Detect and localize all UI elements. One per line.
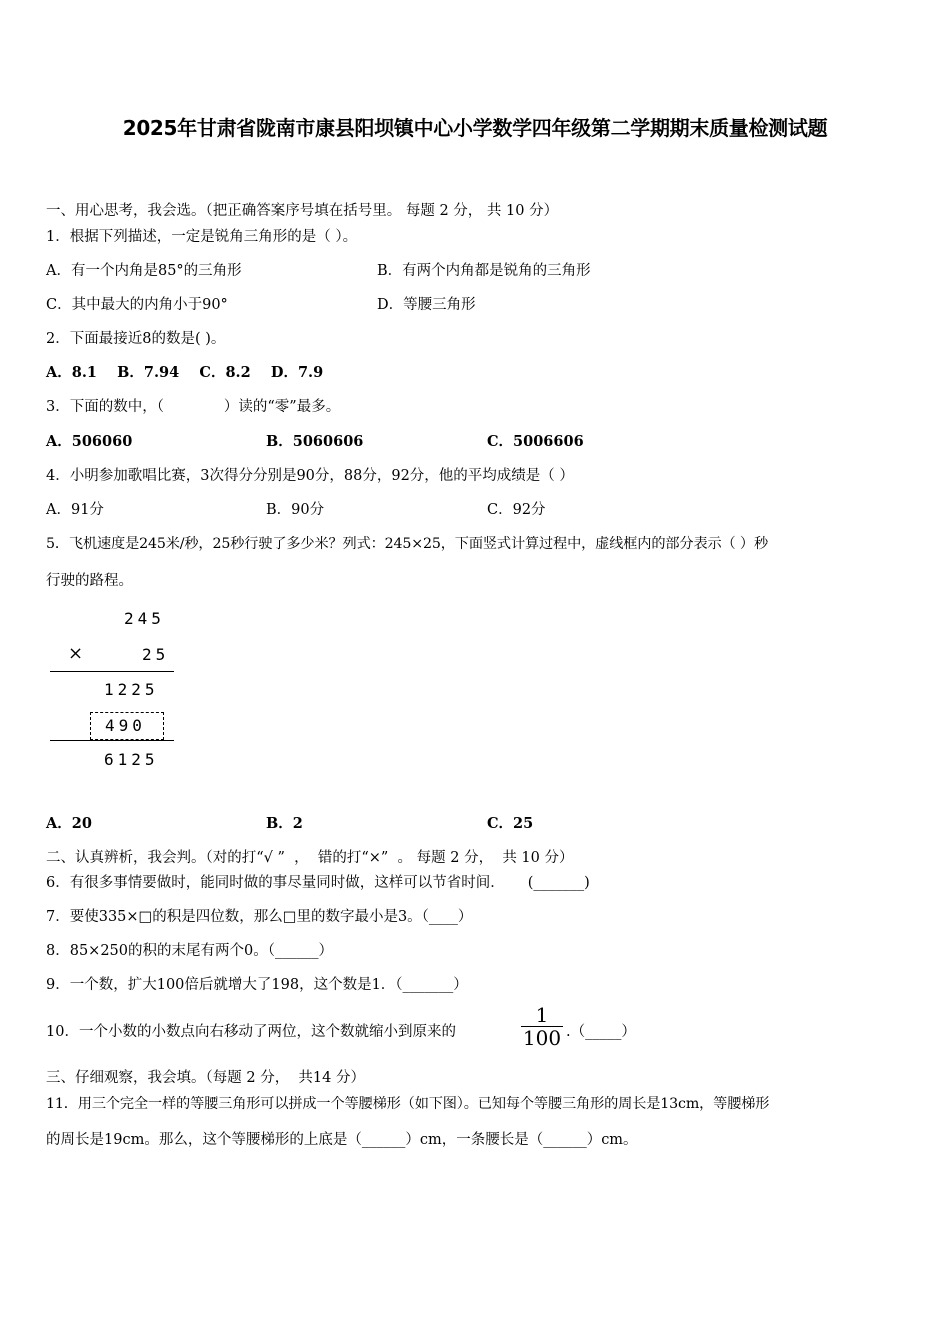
q9-statement: 9．一个数，扩大100倍后就增大了198，这个数是1．（_______） <box>46 977 468 993</box>
q1-option-b: B．有两个内角都是锐角的三角形 <box>377 263 591 279</box>
q2-options: A．8.1 B．7.94 C．8.2 D．7.9 <box>46 364 324 381</box>
q1-option-c: C．其中最大的内角小于90° <box>46 297 228 313</box>
calc-product: 6125 <box>104 750 159 769</box>
section2-header: 二、认真辨析，我会判。（对的打“√ ” ， 错的打“×” 。 每题 2 分， 共 10 分） <box>46 850 574 866</box>
calc-partial-product-1: 1225 <box>104 680 159 699</box>
q11-line2: 的周长是19cm。那么，这个等腰梯形的上底是（______）cm，一条腰长是（______）cm。 <box>46 1132 638 1148</box>
q7-statement: 7．要使335×□的积是四位数，那么□里的数字最小是3。（____） <box>46 909 473 925</box>
q3-option-a: A．506060 <box>46 433 133 450</box>
q8-statement: 8．85×250的积的末尾有两个0。（______） <box>46 943 333 959</box>
section1-header: 一、用心思考，我会选。（把正确答案序号填在括号里。 每题 2 分， 共 10 分） <box>46 203 559 219</box>
q4-stem: 4．小明参加歌唱比赛，3次得分分别是90分，88分，92分，他的平均成绩是（ ） <box>46 468 574 484</box>
q4-option-b: B．90分 <box>266 502 325 518</box>
page-title: 2025年甘肃省陇南市康县阳坝镇中心小学数学四年级第二学期期末质量检测试题 <box>122 116 828 140</box>
q2-stem: 2．下面最接近8的数是( )。 <box>46 331 226 347</box>
q5-stem-line1: 5．飞机速度是245米/秒，25秒行驶了多少米？列式：245×25，下面竖式计算过程中，虚线框内的部分表示（ ）秒 <box>46 536 768 552</box>
q1-stem: 1．根据下列描述，一定是锐角三角形的是（ ）。 <box>46 229 358 245</box>
q1-option-d: D．等腰三角形 <box>377 297 476 313</box>
q3-option-c: C．5006606 <box>487 433 584 450</box>
section3-header: 三、仔细观察，我会填。（每题 2 分， 共14 分） <box>46 1070 365 1086</box>
q3-stem: 3．下面的数中，（ ）读的“零”最多。 <box>46 399 341 415</box>
q3-option-b: B．5060606 <box>266 433 364 450</box>
q6-statement: 6．有很多事情要做时，能同时做的事尽量同时做，这样可以节省时间． (_______) <box>46 875 590 891</box>
q10-statement-before: 10．一个小数的小数点向右移动了两位，这个数就缩小到原来的 <box>46 1024 456 1040</box>
calc-multiplicand: 245 <box>124 609 165 628</box>
q4-option-a: A．91分 <box>46 502 104 518</box>
calc-times-sign: × <box>68 643 84 664</box>
calc-multiplier: 25 <box>142 645 170 664</box>
q4-option-c: C．92分 <box>487 502 546 518</box>
q10-fraction <box>519 1004 565 1049</box>
q5-option-b: B．2 <box>266 815 303 832</box>
q10-statement-after: .（_____） <box>566 1024 636 1040</box>
q11-line1: 11．用三个完全一样的等腰三角形可以拼成一个等腰梯形（如下图）。已知每个等腰三角形的周长是13cm，等腰梯形 <box>46 1096 770 1112</box>
q10-fraction-denominator: 100 <box>522 1026 562 1050</box>
q10-fraction-numerator: 1 <box>535 1003 549 1027</box>
q5-option-c: C．25 <box>487 815 534 832</box>
q5-option-a: A．20 <box>46 815 92 832</box>
calc-rule-bottom <box>50 740 174 741</box>
q5-stem-line2: 行驶的路程。 <box>46 573 133 589</box>
calc-partial-product-2: 490 <box>105 716 146 735</box>
calc-rule-top <box>50 671 174 672</box>
q1-option-a: A．有一个内角是85°的三角形 <box>46 263 242 279</box>
